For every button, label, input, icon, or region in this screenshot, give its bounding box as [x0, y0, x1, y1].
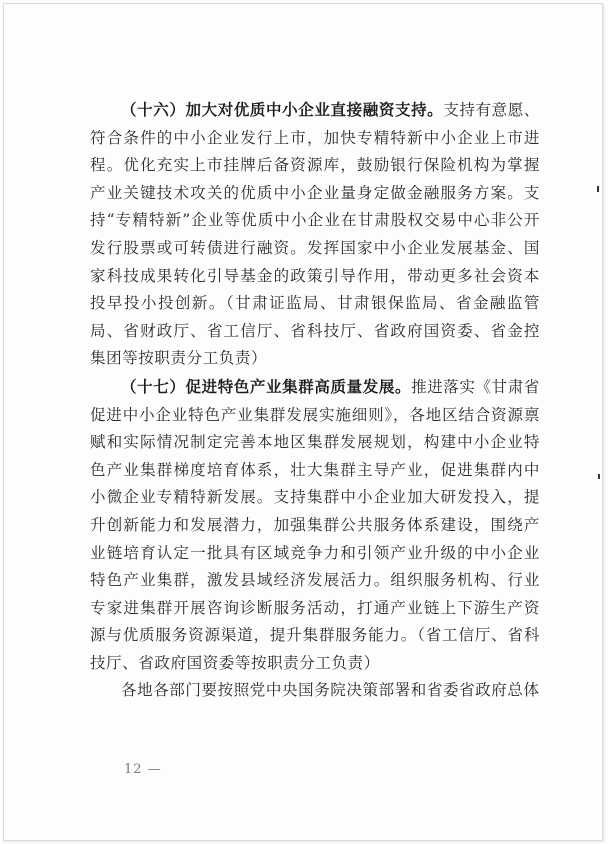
paragraph-17-body: 推进落实《甘肃省促进中小企业特色产业集群发展实施细则》，各地区结合资源禀赋和实际情况制定完善本地区集群发展规划，构建中小企业特色产业集群梯度培育体系，壮大集群主导产业，促进集群内中小微企业专精特新发展。支持集群中小企业加大研发投入，提升创新能力和发展潜力，加强集群公共服务体系建设，围绕产业链培育认定一批具有区域竞争力和引领产业升级的中小企业特色产业集群，激发县域经济发展活力。组织服务机构、行业专家进集群开展咨询诊断服务活动，打通产业链上下游生产资源与优质服务资源渠道，提升集群服务能力。（省工信厅、省科技厅、省政府国资委等按职责分工负责）	[90, 377, 540, 672]
paragraph-17	[90, 373, 540, 678]
document-body	[90, 96, 540, 705]
paragraph-16	[90, 96, 540, 373]
paragraph-17-heading: （十七）促进特色产业集群高质量发展。	[121, 376, 412, 396]
paragraph-16-heading: （十六）加大对优质中小企业直接融资支持。	[121, 100, 444, 119]
paragraph-16-body: 支持有意愿、符合条件的中小企业发行上市，加快专精特新中小企业上市进程。优化充实上市挂牌后备资源库，鼓励银行保险机构为掌握产业关键技术攻关的优质中小企业量身定做金融服务方案。支持“专精特新”企业等优质中小企业在甘肃股权交易中心非公开发行股票或可转债进行融资。发挥国家中小企业发展基金、国家科技成果转化引导基金的政策引导作用，带动更多社会资本投早投小投创新。（甘肃证监局、甘肃银保监局、省金融监管局、省财政厅、省工信厅、省科技厅、省政府国资委、省金控集团等按职责分工负责）	[90, 101, 540, 368]
paragraph-closing	[90, 677, 540, 705]
scan-mark	[597, 186, 599, 192]
page-number: 12 —	[124, 762, 162, 777]
scan-mark	[598, 474, 600, 479]
paragraph-closing-body: 各地各部门要按照党中央国务院决策部署和省委省政府总体	[121, 681, 540, 700]
document-page	[3, 3, 603, 841]
